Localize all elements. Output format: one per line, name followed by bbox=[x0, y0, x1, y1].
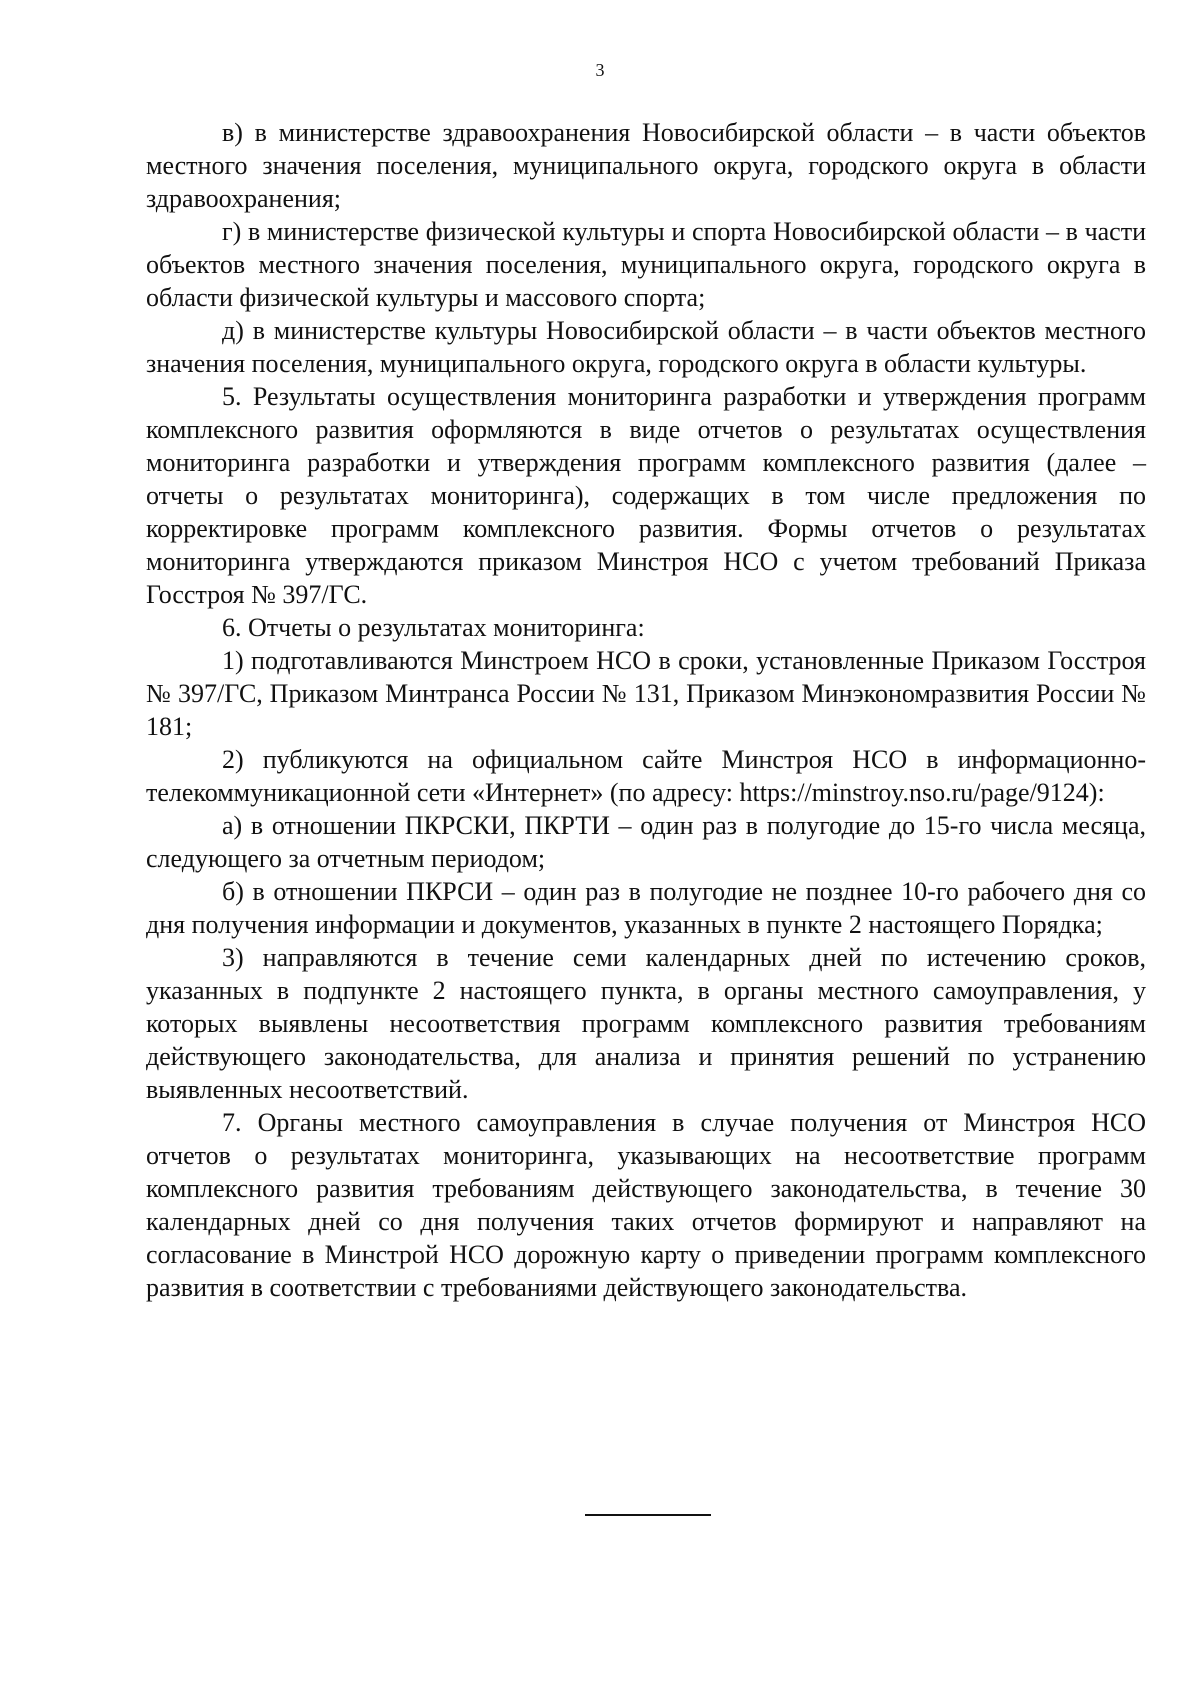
paragraph-item-6-3: 3) направляются в течение семи календарных дней по истечению сроков, указанных в подпункте 2 настоящего пункта, в органы местного самоуправления, у которых выявлены несоответствия программ комплексного развития требованиям действующего законодательства, для анализа и принятия решений по устранению выявленных несоответствий. bbox=[146, 943, 1146, 1104]
paragraph-item-6-2-a: а) в отношении ПКРСКИ, ПКРТИ – один раз в полугодие до 15-го числа месяца, следующего за отчетным периодом; bbox=[146, 811, 1146, 873]
paragraph-item-6-2: 2) публикуются на официальном сайте Минстроя НСО в информационно-телекоммуникационной сети «Интернет» (по адресу: https://minstroy.nso.ru/page/9124): bbox=[146, 745, 1146, 807]
paragraph-item-5: 5. Результаты осуществления мониторинга разработки и утверждения программ комплексного развития оформляются в виде отчетов о результатах осуществления мониторинга разработки и утверждения программ комплексного развития (далее – отчеты о результатах мониторинга), содержащих в том числе предложения по корректировке программ комплексного развития. Формы отчетов о результатах мониторинга утверждаются приказом Минстроя НСО с учетом требований Приказа Госстроя № 397/ГС. bbox=[146, 382, 1146, 609]
paragraph-item-6-1: 1) подготавливаются Минстроем НСО в сроки, установленные Приказом Госстроя № 397/ГС, Приказом Минтранса России № 131, Приказом Минэкономразвития России № 181; bbox=[146, 646, 1146, 741]
page-number: 3 bbox=[595, 60, 605, 80]
paragraph-subitem-g: г) в министерстве физической культуры и спорта Новосибирской области – в части объектов местного значения поселения, муниципального округа, городского округа в области физической культуры и массового спорта; bbox=[146, 217, 1146, 312]
closing-divider bbox=[585, 1514, 711, 1516]
paragraph-item-6: 6. Отчеты о результатах мониторинга: bbox=[222, 613, 645, 642]
paragraph-item-6-2-b: б) в отношении ПКРСИ – один раз в полугодие не позднее 10-го рабочего дня со дня получения информации и документов, указанных в пункте 2 настоящего Порядка; bbox=[146, 877, 1146, 939]
paragraph-subitem-d: д) в министерстве культуры Новосибирской области – в части объектов местного значения поселения, муниципального округа, городского округа в области культуры. bbox=[146, 316, 1146, 378]
document-body bbox=[146, 116, 1146, 1304]
paragraph-item-7: 7. Органы местного самоуправления в случае получения от Минстроя НСО отчетов о результатах мониторинга, указывающих на несоответствие программ комплексного развития требованиям действующего законодательства, в течение 30 календарных дней со дня получения таких отчетов формируют и направляют на согласование в Минстрой НСО дорожную карту о приведении программ комплексного развития в соответствии с требованиями действующего законодательства. bbox=[146, 1108, 1146, 1302]
paragraph-subitem-v: в) в министерстве здравоохранения Новосибирской области – в части объектов местного значения поселения, муниципального округа, городского округа в области здравоохранения; bbox=[146, 118, 1146, 213]
